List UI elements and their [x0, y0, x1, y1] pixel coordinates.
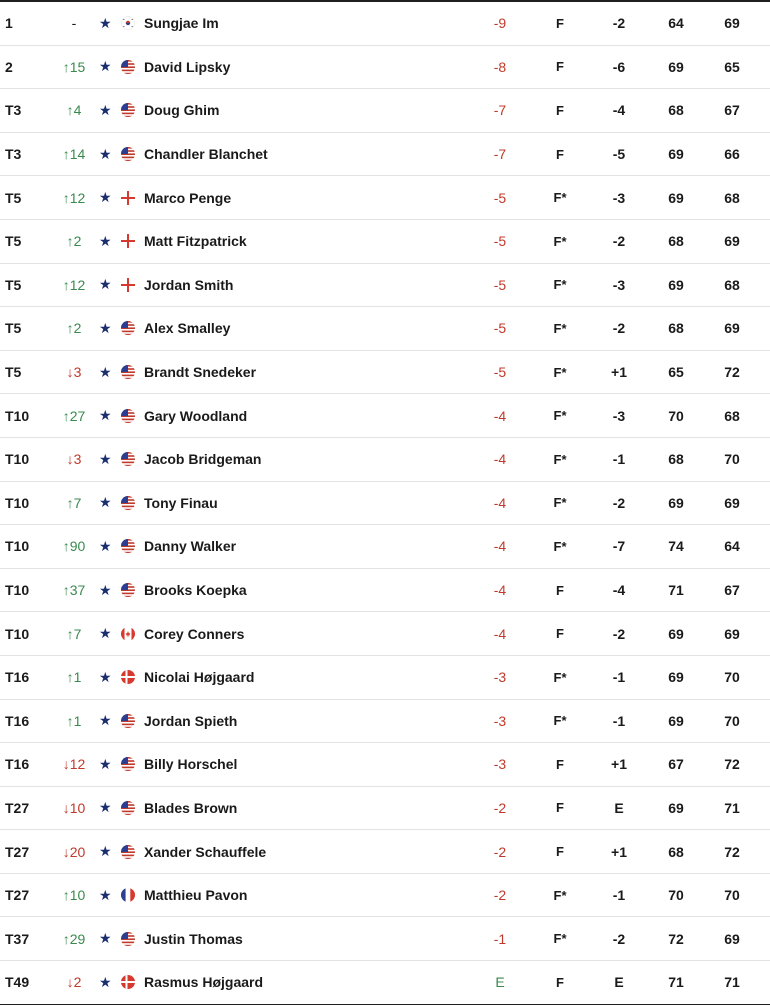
table-row[interactable] — [0, 743, 770, 787]
player-name[interactable]: Danny Walker — [144, 538, 237, 555]
total-score: -3 — [493, 669, 507, 686]
position-cell: T10 — [5, 538, 30, 555]
thru-cell: F — [556, 844, 564, 860]
round-1-score: 68 — [668, 843, 684, 860]
total-score: -5 — [493, 189, 507, 206]
star-icon[interactable]: ★ — [99, 276, 112, 293]
thru-cell: F* — [553, 277, 567, 293]
round-2-score: 69 — [724, 233, 740, 250]
star-icon[interactable]: ★ — [99, 581, 112, 598]
player-name[interactable]: Matthieu Pavon — [144, 887, 248, 904]
player-name[interactable]: Billy Horschel — [144, 756, 238, 773]
star-icon[interactable]: ★ — [99, 973, 112, 990]
total-score: -4 — [493, 625, 507, 642]
dk-flag-icon — [120, 961, 136, 1004]
movement-indicator: ↓2 — [66, 974, 82, 991]
us-flag-icon — [120, 394, 136, 437]
position-cell: T3 — [5, 102, 22, 119]
total-score: -5 — [493, 364, 507, 381]
position-cell: T10 — [5, 494, 30, 511]
total-score: -2 — [493, 843, 507, 860]
movement-indicator: ↓12 — [62, 756, 86, 773]
player-name[interactable]: Jordan Smith — [144, 276, 234, 293]
player-name[interactable]: Xander Schauffele — [144, 843, 267, 860]
player-name[interactable]: Justin Thomas — [144, 930, 243, 947]
round-2-score: 68 — [724, 189, 740, 206]
total-score: -5 — [493, 233, 507, 250]
round-2-score: 68 — [724, 407, 740, 424]
round-1-score: 69 — [668, 712, 684, 729]
round-2-score: 70 — [724, 451, 740, 468]
star-icon[interactable]: ★ — [99, 843, 112, 860]
thru-cell: F* — [553, 713, 567, 729]
player-name[interactable]: Rasmus Højgaard — [144, 974, 264, 991]
table-row[interactable] — [0, 525, 770, 569]
player-name[interactable]: Gary Woodland — [144, 407, 248, 424]
table-row[interactable] — [0, 351, 770, 395]
movement-indicator: ↑29 — [62, 930, 86, 947]
position-cell: 2 — [5, 58, 13, 75]
thru-cell: F* — [553, 408, 567, 424]
today-score: -5 — [612, 146, 626, 163]
position-cell: T3 — [5, 146, 22, 163]
table-row[interactable] — [0, 917, 770, 961]
table-row[interactable] — [0, 46, 770, 90]
star-icon[interactable]: ★ — [99, 58, 112, 75]
player-name[interactable]: Nicolai Højgaard — [144, 669, 255, 686]
round-2-score: 70 — [724, 887, 740, 904]
table-row[interactable] — [0, 656, 770, 700]
us-flag-icon — [120, 525, 136, 568]
star-icon[interactable]: ★ — [99, 930, 112, 947]
table-row[interactable] — [0, 438, 770, 482]
total-score: -2 — [493, 799, 507, 816]
total-score: -9 — [493, 15, 507, 32]
thru-cell: F — [556, 146, 564, 162]
thru-cell: F* — [553, 451, 567, 467]
round-1-score: 71 — [668, 582, 684, 599]
round-2-score: 64 — [724, 538, 740, 555]
position-cell: T10 — [5, 451, 30, 468]
total-score: E — [495, 974, 505, 991]
round-2-score: 72 — [724, 843, 740, 860]
kr-flag-icon — [120, 2, 136, 45]
ca-flag-icon — [120, 612, 136, 655]
round-1-score: 68 — [668, 451, 684, 468]
us-flag-icon — [120, 89, 136, 132]
total-score: -3 — [493, 712, 507, 729]
player-name[interactable]: Blades Brown — [144, 799, 238, 816]
player-name[interactable]: Chandler Blanchet — [144, 146, 268, 163]
star-icon[interactable]: ★ — [99, 145, 112, 162]
movement-indicator: ↑12 — [62, 276, 86, 293]
total-score: -5 — [493, 276, 507, 293]
us-flag-icon — [120, 787, 136, 830]
movement-indicator: ↑1 — [66, 712, 82, 729]
table-row[interactable] — [0, 700, 770, 744]
star-icon[interactable]: ★ — [99, 363, 112, 380]
star-icon[interactable]: ★ — [99, 625, 112, 642]
player-name[interactable]: Brandt Snedeker — [144, 364, 257, 381]
round-2-score: 69 — [724, 320, 740, 337]
total-score: -2 — [493, 887, 507, 904]
today-score: -6 — [612, 58, 626, 75]
dk-flag-icon — [120, 656, 136, 699]
position-cell: T16 — [5, 669, 30, 686]
movement-indicator: ↓10 — [62, 799, 86, 816]
movement-indicator: ↓3 — [66, 451, 82, 468]
table-row[interactable] — [0, 89, 770, 133]
position-cell: T27 — [5, 843, 30, 860]
fr-flag-icon — [120, 874, 136, 917]
player-name[interactable]: Tony Finau — [144, 494, 218, 511]
total-score: -4 — [493, 451, 507, 468]
player-name[interactable]: Brooks Koepka — [144, 582, 247, 599]
round-2-score: 71 — [724, 974, 740, 991]
thru-cell: F — [556, 974, 564, 990]
thru-cell: F — [556, 582, 564, 598]
table-row[interactable] — [0, 569, 770, 613]
today-score: -2 — [612, 930, 626, 947]
movement-indicator: - — [71, 15, 77, 32]
round-1-score: 69 — [668, 494, 684, 511]
movement-indicator: ↑1 — [66, 669, 82, 686]
round-2-score: 66 — [724, 146, 740, 163]
thru-cell: F* — [553, 669, 567, 685]
us-flag-icon — [120, 133, 136, 176]
thru-cell: F* — [553, 364, 567, 380]
total-score: -7 — [493, 102, 507, 119]
table-row[interactable] — [0, 787, 770, 831]
position-cell: 1 — [5, 15, 13, 32]
today-score: -4 — [612, 582, 626, 599]
movement-indicator: ↑4 — [66, 102, 82, 119]
round-1-score: 69 — [668, 58, 684, 75]
today-score: -3 — [612, 407, 626, 424]
round-2-score: 71 — [724, 799, 740, 816]
table-row[interactable] — [0, 830, 770, 874]
table-row[interactable] — [0, 394, 770, 438]
thru-cell: F — [556, 59, 564, 75]
total-score: -4 — [493, 407, 507, 424]
position-cell: T27 — [5, 799, 30, 816]
table-row[interactable] — [0, 133, 770, 177]
table-row[interactable] — [0, 874, 770, 918]
movement-indicator: ↓3 — [66, 364, 82, 381]
round-1-score: 69 — [668, 276, 684, 293]
star-icon[interactable]: ★ — [99, 886, 112, 903]
today-score: +1 — [611, 843, 627, 860]
position-cell: T10 — [5, 582, 30, 599]
us-flag-icon — [120, 482, 136, 525]
movement-indicator: ↑2 — [66, 320, 82, 337]
today-score: -4 — [612, 102, 626, 119]
round-1-score: 72 — [668, 930, 684, 947]
thru-cell: F* — [553, 495, 567, 511]
star-icon[interactable]: ★ — [99, 450, 112, 467]
position-cell: T27 — [5, 887, 30, 904]
total-score: -4 — [493, 538, 507, 555]
position-cell: T49 — [5, 974, 30, 991]
player-name[interactable]: Sungjae Im — [144, 15, 219, 32]
today-score: +1 — [611, 364, 627, 381]
movement-indicator: ↓20 — [62, 843, 86, 860]
thru-cell: F* — [553, 931, 567, 947]
star-icon[interactable]: ★ — [99, 189, 112, 206]
movement-indicator: ↑90 — [62, 538, 86, 555]
us-flag-icon — [120, 46, 136, 89]
player-name[interactable]: Jacob Bridgeman — [144, 451, 262, 468]
table-row[interactable] — [0, 482, 770, 526]
star-icon[interactable]: ★ — [99, 319, 112, 336]
us-flag-icon — [120, 438, 136, 481]
table-row[interactable] — [0, 2, 770, 46]
thru-cell: F* — [553, 887, 567, 903]
today-score: -3 — [612, 189, 626, 206]
movement-indicator: ↑14 — [62, 146, 86, 163]
player-name[interactable]: Alex Smalley — [144, 320, 231, 337]
us-flag-icon — [120, 351, 136, 394]
movement-indicator: ↑37 — [62, 582, 86, 599]
thru-cell: F — [556, 102, 564, 118]
today-score: +1 — [611, 756, 627, 773]
thru-cell: F — [556, 800, 564, 816]
player-name[interactable]: Marco Penge — [144, 189, 232, 206]
table-row[interactable] — [0, 220, 770, 264]
round-1-score: 68 — [668, 102, 684, 119]
position-cell: T16 — [5, 712, 30, 729]
star-icon[interactable]: ★ — [99, 799, 112, 816]
today-score: -1 — [612, 887, 626, 904]
position-cell: T16 — [5, 756, 30, 773]
thru-cell: F* — [553, 320, 567, 336]
round-2-score: 69 — [724, 930, 740, 947]
star-icon[interactable]: ★ — [99, 668, 112, 685]
player-name[interactable]: Jordan Spieth — [144, 712, 238, 729]
eng-flag-icon — [120, 264, 136, 307]
today-score: -7 — [612, 538, 626, 555]
today-score: -2 — [612, 233, 626, 250]
table-row[interactable] — [0, 612, 770, 656]
total-score: -8 — [493, 58, 507, 75]
star-icon[interactable]: ★ — [99, 712, 112, 729]
eng-flag-icon — [120, 176, 136, 219]
round-2-score: 67 — [724, 102, 740, 119]
thru-cell: F — [556, 626, 564, 642]
today-score: E — [614, 974, 624, 991]
star-icon[interactable]: ★ — [99, 755, 112, 772]
round-2-score: 70 — [724, 712, 740, 729]
us-flag-icon — [120, 569, 136, 612]
star-icon[interactable]: ★ — [99, 14, 112, 31]
total-score: -4 — [493, 582, 507, 599]
round-1-score: 64 — [668, 15, 684, 32]
round-1-score: 67 — [668, 756, 684, 773]
thru-cell: F — [556, 15, 564, 31]
today-score: E — [614, 799, 624, 816]
position-cell: T5 — [5, 320, 22, 337]
round-1-score: 68 — [668, 320, 684, 337]
movement-indicator: ↑12 — [62, 189, 86, 206]
player-name[interactable]: Corey Conners — [144, 625, 245, 642]
us-flag-icon — [120, 307, 136, 350]
round-1-score: 71 — [668, 974, 684, 991]
today-score: -1 — [612, 669, 626, 686]
round-2-score: 72 — [724, 756, 740, 773]
player-name[interactable]: Matt Fitzpatrick — [144, 233, 247, 250]
movement-indicator: ↑7 — [66, 625, 82, 642]
movement-indicator: ↑15 — [62, 58, 86, 75]
us-flag-icon — [120, 917, 136, 960]
total-score: -7 — [493, 146, 507, 163]
position-cell: T10 — [5, 407, 30, 424]
round-1-score: 69 — [668, 669, 684, 686]
position-cell: T5 — [5, 364, 22, 381]
total-score: -4 — [493, 494, 507, 511]
movement-indicator: ↑7 — [66, 494, 82, 511]
position-cell: T10 — [5, 625, 30, 642]
movement-indicator: ↑2 — [66, 233, 82, 250]
round-2-score: 68 — [724, 276, 740, 293]
player-name[interactable]: David Lipsky — [144, 58, 231, 75]
thru-cell: F* — [553, 233, 567, 249]
total-score: -5 — [493, 320, 507, 337]
table-row[interactable] — [0, 176, 770, 220]
total-score: -3 — [493, 756, 507, 773]
round-1-score: 65 — [668, 364, 684, 381]
table-row[interactable] — [0, 264, 770, 308]
position-cell: T37 — [5, 930, 30, 947]
player-name[interactable]: Doug Ghim — [144, 102, 220, 119]
today-score: -3 — [612, 276, 626, 293]
star-icon[interactable]: ★ — [99, 232, 112, 249]
today-score: -1 — [612, 451, 626, 468]
star-icon[interactable]: ★ — [99, 494, 112, 511]
round-1-score: 69 — [668, 625, 684, 642]
us-flag-icon — [120, 743, 136, 786]
round-1-score: 68 — [668, 233, 684, 250]
round-1-score: 69 — [668, 146, 684, 163]
round-2-score: 65 — [724, 58, 740, 75]
position-cell: T5 — [5, 189, 22, 206]
us-flag-icon — [120, 700, 136, 743]
us-flag-icon — [120, 830, 136, 873]
round-2-score: 69 — [724, 625, 740, 642]
movement-indicator: ↑27 — [62, 407, 86, 424]
today-score: -2 — [612, 15, 626, 32]
round-2-score: 69 — [724, 15, 740, 32]
today-score: -2 — [612, 494, 626, 511]
round-1-score: 74 — [668, 538, 684, 555]
table-row[interactable] — [0, 307, 770, 351]
round-2-score: 70 — [724, 669, 740, 686]
movement-indicator: ↑10 — [62, 887, 86, 904]
thru-cell: F — [556, 756, 564, 772]
star-icon[interactable]: ★ — [99, 101, 112, 118]
round-1-score: 70 — [668, 407, 684, 424]
today-score: -2 — [612, 320, 626, 337]
today-score: -2 — [612, 625, 626, 642]
round-1-score: 69 — [668, 799, 684, 816]
position-cell: T5 — [5, 233, 22, 250]
round-1-score: 70 — [668, 887, 684, 904]
position-cell: T5 — [5, 276, 22, 293]
thru-cell: F* — [553, 190, 567, 206]
table-row[interactable] — [0, 961, 770, 1005]
star-icon[interactable]: ★ — [99, 407, 112, 424]
total-score: -1 — [493, 930, 507, 947]
thru-cell: F* — [553, 538, 567, 554]
star-icon[interactable]: ★ — [99, 537, 112, 554]
round-2-score: 69 — [724, 494, 740, 511]
round-2-score: 72 — [724, 364, 740, 381]
today-score: -1 — [612, 712, 626, 729]
round-1-score: 69 — [668, 189, 684, 206]
eng-flag-icon — [120, 220, 136, 263]
round-2-score: 67 — [724, 582, 740, 599]
